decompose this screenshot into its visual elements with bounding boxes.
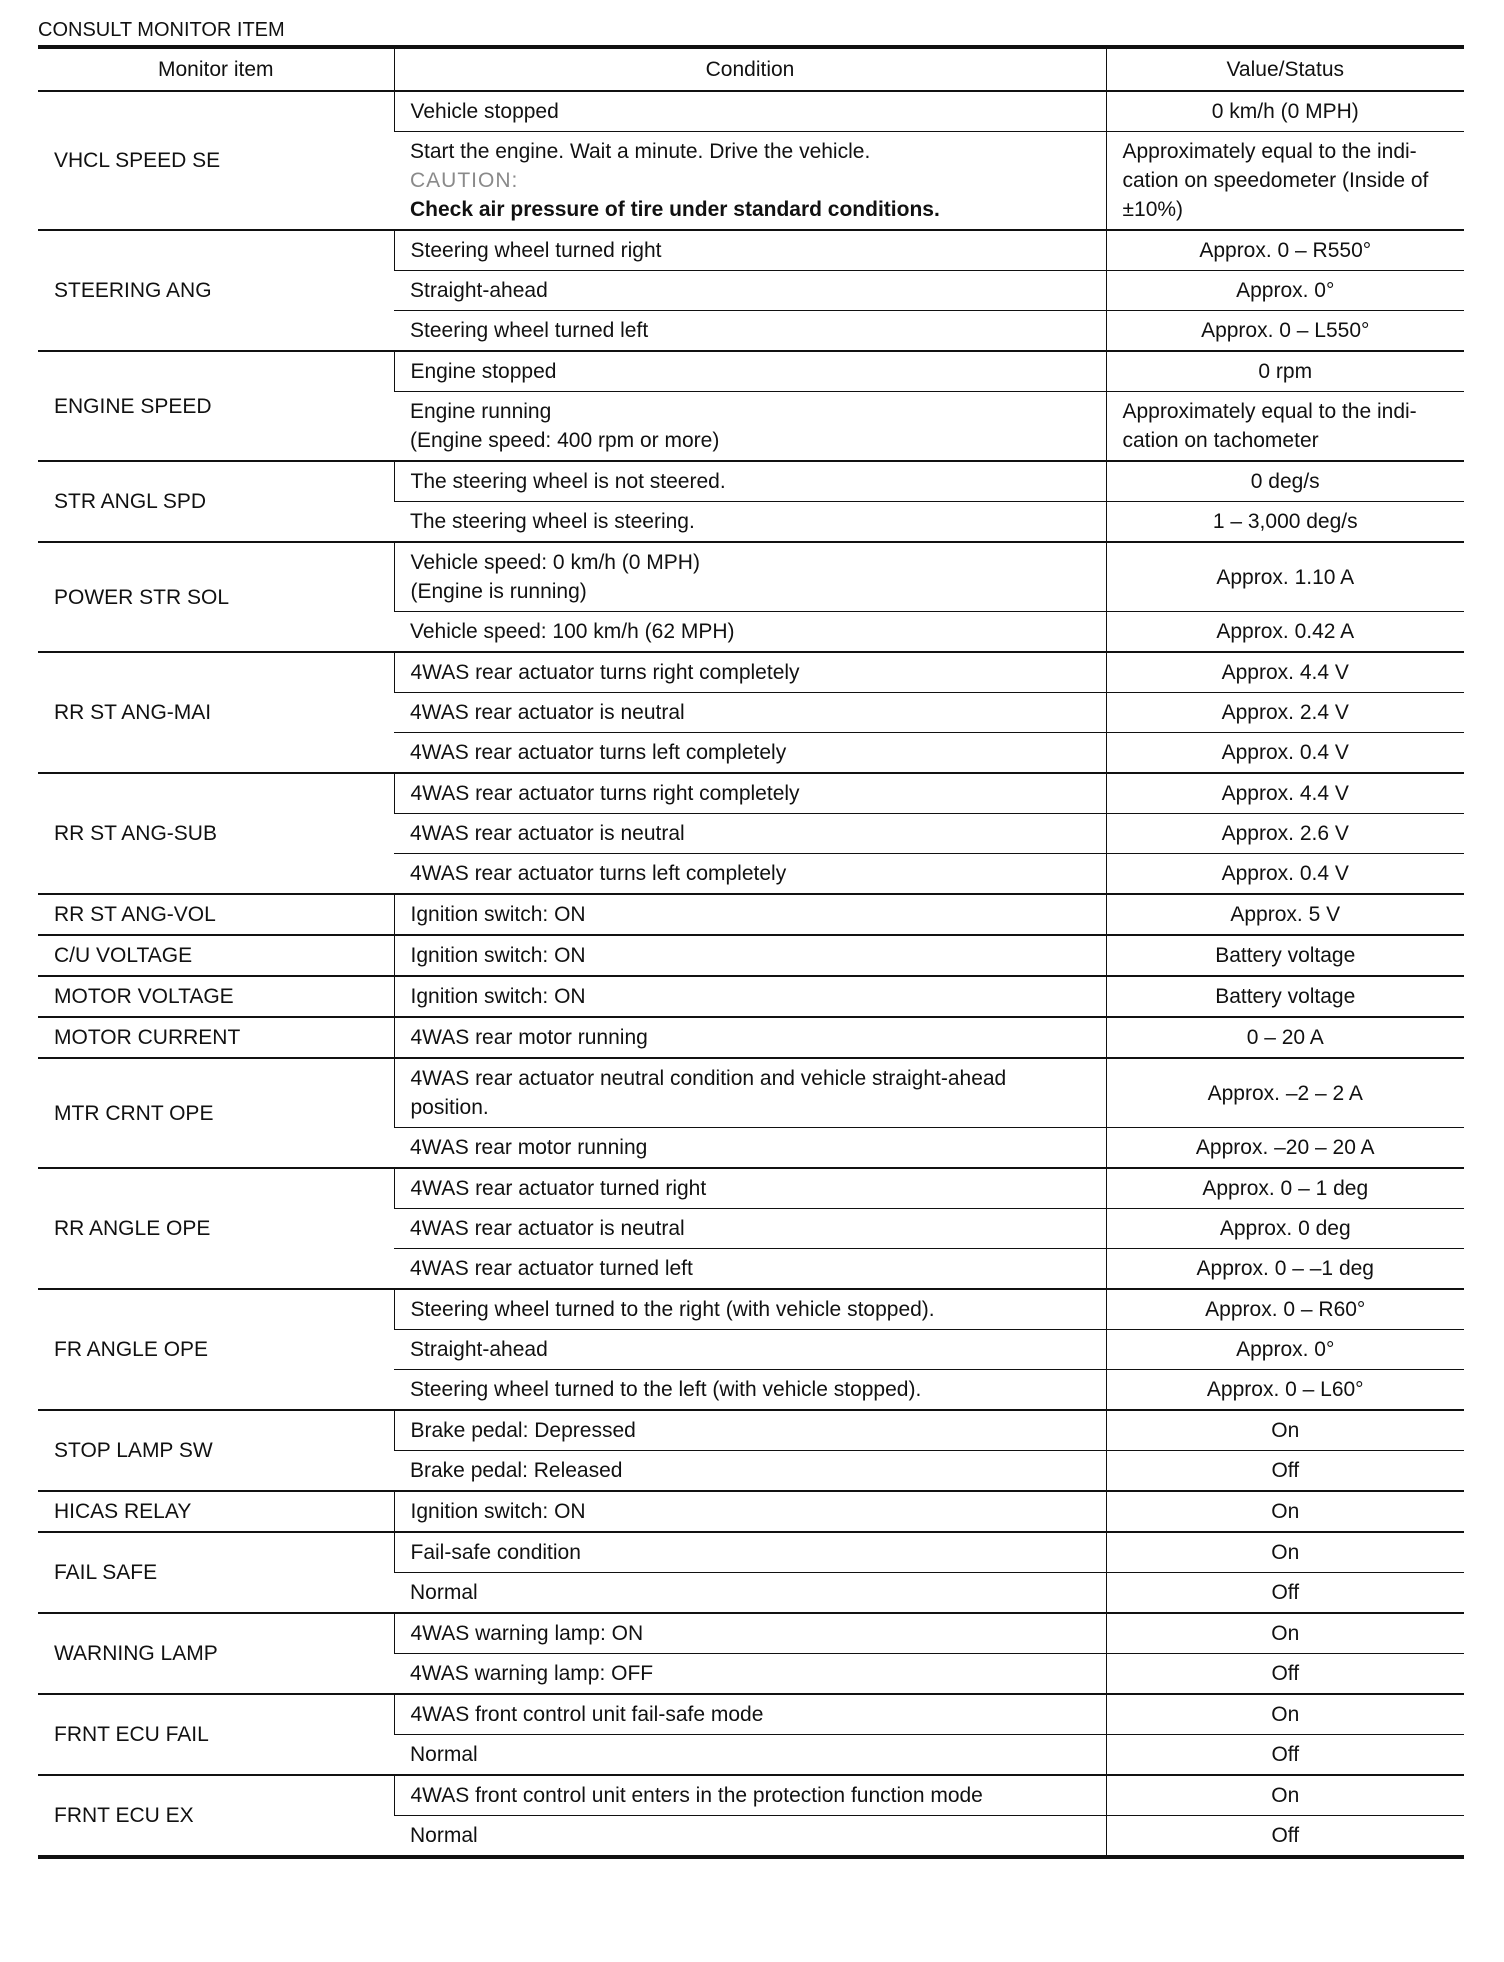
condition-text: Vehicle speed: 100 km/h (62 MPH) (410, 620, 735, 643)
condition-text: Brake pedal: Depressed (410, 1419, 636, 1442)
monitor-item: VHCL SPEED SE (38, 91, 394, 230)
monitor-item: FRNT ECU EX (38, 1775, 394, 1857)
value-status-cell: Approx. 0° (1106, 271, 1464, 311)
monitor-item: FR ANGLE OPE (38, 1289, 394, 1410)
condition-cell (394, 1451, 1106, 1492)
table-row (38, 91, 1464, 132)
monitor-item: HICAS RELAY (38, 1491, 394, 1532)
table-body (38, 91, 1464, 1857)
condition-cell (394, 132, 1106, 231)
value-status-cell: Approx. 0 deg (1106, 1209, 1464, 1249)
monitor-item: MOTOR CURRENT (38, 1017, 394, 1058)
table-row (38, 976, 1464, 1017)
condition-text: 4WAS rear actuator is neutral (410, 822, 685, 845)
condition-cell (394, 351, 1106, 392)
value-status-cell: Approx. 0° (1106, 1330, 1464, 1370)
condition-text: Ignition switch: ON (410, 903, 586, 926)
value-status-cell: Approx. 1.10 A (1106, 542, 1464, 612)
value-status-cell: 0 deg/s (1106, 461, 1464, 502)
condition-cell (394, 1017, 1106, 1058)
condition-cell (394, 814, 1106, 854)
condition-cell (394, 1209, 1106, 1249)
condition-cell (394, 1491, 1106, 1532)
condition-text: Normal (410, 1581, 478, 1604)
monitor-item: MOTOR VOLTAGE (38, 976, 394, 1017)
value-status-cell: On (1106, 1410, 1464, 1451)
header-value-status: Value/Status (1106, 47, 1464, 91)
table-row (38, 1410, 1464, 1451)
monitor-item: RR ST ANG-MAI (38, 652, 394, 773)
condition-text: 4WAS rear actuator is neutral (410, 701, 685, 724)
condition-text: Engine running (410, 400, 552, 423)
condition-cell (394, 1289, 1106, 1330)
table-row (38, 1017, 1464, 1058)
value-status-cell: Approx. 0 – –1 deg (1106, 1249, 1464, 1290)
monitor-item: RR ANGLE OPE (38, 1168, 394, 1289)
value-status-cell: Approx. 0.4 V (1106, 854, 1464, 895)
condition-cell (394, 1058, 1106, 1128)
condition-text: 4WAS rear motor running (410, 1136, 648, 1159)
monitor-item: C/U VOLTAGE (38, 935, 394, 976)
condition-text: 4WAS front control unit fail-safe mode (410, 1703, 764, 1726)
condition-text: Brake pedal: Released (410, 1459, 623, 1482)
monitor-item: FRNT ECU FAIL (38, 1694, 394, 1775)
page-title: CONSULT MONITOR ITEM (38, 19, 285, 41)
value-status-cell: Off (1106, 1654, 1464, 1695)
value-status-cell: Approximately equal to the indi- cation on tachometer (1106, 392, 1464, 462)
monitor-item: FAIL SAFE (38, 1532, 394, 1613)
table-row (38, 1289, 1464, 1330)
caution-text: Check air pressure of tire under standard conditions. (410, 198, 940, 221)
monitor-item: STR ANGL SPD (38, 461, 394, 542)
value-status-cell: Battery voltage (1106, 935, 1464, 976)
condition-text: The steering wheel is not steered. (410, 470, 726, 493)
condition-cell (394, 1168, 1106, 1209)
condition-cell (394, 311, 1106, 352)
table-row (38, 773, 1464, 814)
condition-text: Steering wheel turned to the left (with vehicle stopped). (410, 1378, 922, 1401)
condition-text: Ignition switch: ON (410, 1500, 586, 1523)
condition-text: 4WAS rear actuator turns right completely (410, 782, 800, 805)
condition-cell (394, 693, 1106, 733)
value-status-cell: Approx. –2 – 2 A (1106, 1058, 1464, 1128)
value-status-cell: 1 – 3,000 deg/s (1106, 502, 1464, 543)
monitor-item: MTR CRNT OPE (38, 1058, 394, 1168)
condition-text: Straight-ahead (410, 279, 548, 302)
condition-cell (394, 854, 1106, 895)
monitor-item: RR ST ANG-VOL (38, 894, 394, 935)
monitor-item: STOP LAMP SW (38, 1410, 394, 1491)
table-row (38, 935, 1464, 976)
monitor-item: RR ST ANG-SUB (38, 773, 394, 894)
value-status-cell: Approx. 2.4 V (1106, 693, 1464, 733)
monitor-item: POWER STR SOL (38, 542, 394, 652)
header-condition: Condition (394, 47, 1106, 91)
table-row (38, 230, 1464, 271)
condition-cell (394, 1249, 1106, 1290)
condition-cell (394, 1410, 1106, 1451)
condition-cell (394, 652, 1106, 693)
table-row (38, 461, 1464, 502)
table-row (38, 1532, 1464, 1573)
condition-cell (394, 1613, 1106, 1654)
value-status-cell: Approx. 0 – L550° (1106, 311, 1464, 352)
condition-text: 4WAS rear actuator turned right (410, 1177, 707, 1200)
condition-text: Steering wheel turned left (410, 319, 649, 342)
condition-cell (394, 1128, 1106, 1169)
condition-text: Ignition switch: ON (410, 944, 586, 967)
table-row (38, 1694, 1464, 1735)
value-status-cell: On (1106, 1775, 1464, 1816)
monitor-item: ENGINE SPEED (38, 351, 394, 461)
condition-text: 4WAS front control unit enters in the protection function mode (410, 1784, 983, 1807)
value-status-cell: Off (1106, 1816, 1464, 1858)
condition-cell (394, 935, 1106, 976)
value-status-cell: Approx. 0 – R550° (1106, 230, 1464, 271)
value-status-cell: Approx. 2.6 V (1106, 814, 1464, 854)
value-status-cell: 0 – 20 A (1106, 1017, 1464, 1058)
value-status-cell: Battery voltage (1106, 976, 1464, 1017)
condition-text: Engine stopped (410, 360, 557, 383)
condition-text: 4WAS warning lamp: OFF (410, 1662, 654, 1685)
condition-cell (394, 1816, 1106, 1858)
value-status-cell: Approx. 4.4 V (1106, 773, 1464, 814)
condition-text: 4WAS rear actuator neutral condition and vehicle straight-ahead position. (410, 1067, 1007, 1119)
condition-cell (394, 271, 1106, 311)
table-row (38, 652, 1464, 693)
condition-text: Normal (410, 1743, 478, 1766)
condition-cell (394, 894, 1106, 935)
table-row (38, 1058, 1464, 1128)
value-status-cell: 0 km/h (0 MPH) (1106, 91, 1464, 132)
condition-text: Vehicle stopped (410, 100, 559, 123)
table-row (38, 1491, 1464, 1532)
value-status-cell: Approx. 5 V (1106, 894, 1464, 935)
condition-text: Vehicle speed: 0 km/h (0 MPH) (410, 551, 700, 574)
value-status-cell: Approx. 0.42 A (1106, 612, 1464, 653)
caution-label: CAUTION: (410, 169, 519, 192)
condition-text: 4WAS rear motor running (410, 1026, 648, 1049)
value-status-cell: Approx. –20 – 20 A (1106, 1128, 1464, 1169)
condition-cell (394, 1775, 1106, 1816)
condition-cell (394, 502, 1106, 543)
condition-text: Fail-safe condition (410, 1541, 581, 1564)
condition-text: 4WAS rear actuator turns right completely (410, 661, 800, 684)
condition-text: (Engine speed: 400 rpm or more) (410, 429, 720, 452)
value-status-cell: Approximately equal to the indi- cation on speedometer (Inside of ±10%) (1106, 132, 1464, 231)
condition-cell (394, 230, 1106, 271)
condition-text: 4WAS rear actuator is neutral (410, 1217, 685, 1240)
table-row (38, 894, 1464, 935)
condition-text: Straight-ahead (410, 1338, 548, 1361)
condition-text: Ignition switch: ON (410, 985, 586, 1008)
value-status-cell: Approx. 4.4 V (1106, 652, 1464, 693)
condition-cell (394, 461, 1106, 502)
value-status-cell: Off (1106, 1451, 1464, 1492)
condition-text: The steering wheel is steering. (410, 510, 695, 533)
condition-text: Start the engine. Wait a minute. Drive the vehicle. (410, 140, 871, 163)
monitor-item: STEERING ANG (38, 230, 394, 351)
condition-text: Steering wheel turned to the right (with vehicle stopped). (410, 1298, 935, 1321)
header-monitor-item: Monitor item (38, 47, 394, 91)
condition-cell (394, 773, 1106, 814)
consult-monitor-table (38, 45, 1464, 1859)
table-row (38, 542, 1464, 612)
value-status-cell: Off (1106, 1735, 1464, 1776)
condition-cell (394, 1735, 1106, 1776)
table-row (38, 1168, 1464, 1209)
condition-cell (394, 542, 1106, 612)
value-status-cell: Approx. 0 – 1 deg (1106, 1168, 1464, 1209)
value-status-cell: On (1106, 1532, 1464, 1573)
condition-cell (394, 1694, 1106, 1735)
header-row (38, 47, 1464, 91)
value-status-cell: Off (1106, 1573, 1464, 1614)
condition-text: Normal (410, 1824, 478, 1847)
condition-text: 4WAS rear actuator turns left completely (410, 862, 787, 885)
condition-cell (394, 1330, 1106, 1370)
condition-cell (394, 1654, 1106, 1695)
condition-cell (394, 1532, 1106, 1573)
condition-cell (394, 612, 1106, 653)
table-row (38, 351, 1464, 392)
condition-cell (394, 733, 1106, 774)
condition-cell (394, 392, 1106, 462)
value-status-cell: 0 rpm (1106, 351, 1464, 392)
monitor-item: WARNING LAMP (38, 1613, 394, 1694)
table-row (38, 1775, 1464, 1816)
condition-text: 4WAS rear actuator turns left completely (410, 741, 787, 764)
value-status-cell: On (1106, 1613, 1464, 1654)
condition-text: 4WAS rear actuator turned left (410, 1257, 693, 1280)
value-status-cell: Approx. 0 – L60° (1106, 1370, 1464, 1411)
value-status-cell: On (1106, 1491, 1464, 1532)
condition-cell (394, 1370, 1106, 1411)
value-status-cell: Approx. 0 – R60° (1106, 1289, 1464, 1330)
table-row (38, 1613, 1464, 1654)
condition-cell (394, 91, 1106, 132)
condition-text: Steering wheel turned right (410, 239, 662, 262)
condition-text: (Engine is running) (410, 580, 587, 603)
condition-text: 4WAS warning lamp: ON (410, 1622, 644, 1645)
value-status-cell: On (1106, 1694, 1464, 1735)
value-status-cell: Approx. 0.4 V (1106, 733, 1464, 774)
condition-cell (394, 1573, 1106, 1614)
condition-cell (394, 976, 1106, 1017)
